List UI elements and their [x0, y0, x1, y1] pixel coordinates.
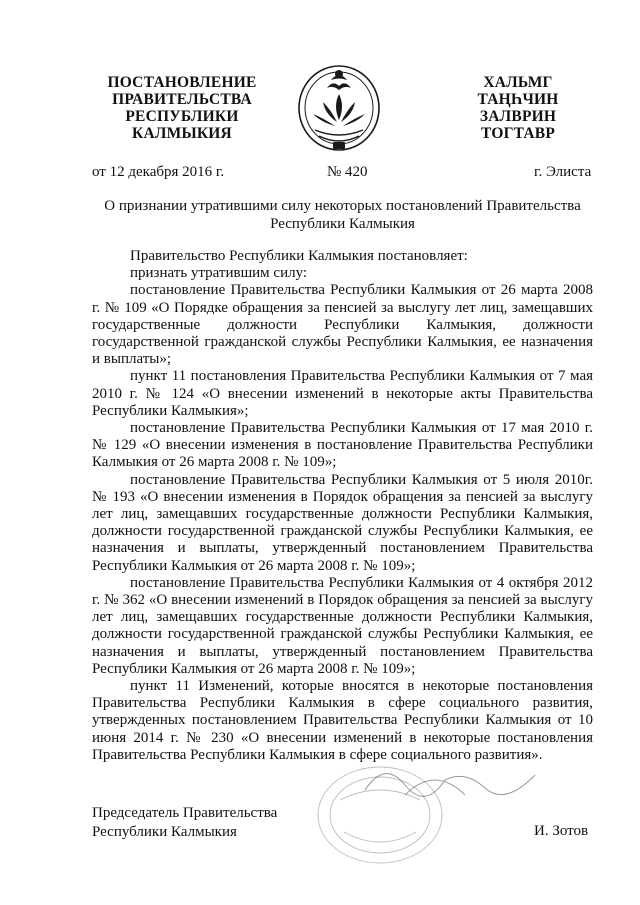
- document-place: г. Элиста: [534, 164, 592, 180]
- header-left-line: ПРАВИТЕЛЬСТВА: [112, 91, 252, 108]
- signatory-name: И. Зотов: [534, 823, 589, 839]
- header-title-kalmyk: [463, 74, 573, 142]
- signatory-position-line: Председатель Правительства: [92, 805, 278, 821]
- document-title: О признании утратившими силу некоторых постановлений Правительства Республики Калмыкия: [104, 198, 581, 232]
- header-title-russian: [92, 74, 272, 142]
- body-paragraph: постановление Правительства Республики Калмыкия от 26 марта 2008 г. № 109 «О Порядке обращения за пенсией за выслугу лет лиц, замещавших государственные должности Республики Калмыкия, должности государственной гражданской службы Республики Калмыкия, ее назначения и выплаты»;: [92, 282, 593, 368]
- header-right-line: ХАЛЬМГ: [483, 74, 553, 91]
- signatory-position-line: Республики Калмыкия: [92, 824, 237, 840]
- document-date: от 12 декабря 2016 г.: [92, 164, 225, 180]
- body-paragraph: пункт 11 Изменений, которые вносятся в некоторые постановления Правительства Республики Калмыкия в сфере социального развития, утвержденных постановлением Правительства Республики Калмыкия от 10 июня 2014 г. № 230 «О внесении изменений в некоторые постановления Правительства Республики Калмыкия в сфере социального развития».: [92, 678, 593, 763]
- header-right-line: ЗАЛВРИН: [479, 108, 557, 125]
- handwritten-signature: [345, 740, 545, 820]
- header-right-line: ТОГТАВР: [480, 125, 556, 142]
- header-left-line: РЕСПУБЛИКИ: [125, 108, 239, 125]
- body-paragraph: Правительство Республики Калмыкия постановляет:: [130, 248, 468, 264]
- header-left-line: ПОСТАНОВЛЕНИЕ: [107, 74, 257, 91]
- body-paragraph: постановление Правительства Республики Калмыкия от 4 октября 2012 г. № 362 «О внесении изменений в Порядок обращения за пенсией за выслугу лет лиц, замещавших государственные должности Республики Калмыкия, должности государственной гражданской службы Республики Калмыкия, ее назначения и выплаты, утвержденный постановлением Правительства Республики Калмыкия от 26 марта 2008 г. № 109»;: [92, 574, 593, 677]
- header-right-line: ТАҢҺЧИН: [477, 91, 559, 108]
- emblem-of-kalmykia-icon: [293, 58, 385, 156]
- body-paragraph: постановление Правительства Республики Калмыкия от 17 мая 2010 г. № 129 «О внесении изменения в постановление Правительства Республики Калмыкия от 26 марта 2008 г. № 109»;: [92, 420, 593, 471]
- document-number: № 420: [327, 164, 368, 180]
- signatory-position: [92, 804, 277, 842]
- header-left-line: КАЛМЫКИЯ: [132, 125, 232, 142]
- body-paragraph: пункт 11 постановления Правительства Республики Калмыкия от 7 мая 2010 г. № 124 «О внесении изменений в некоторые акты Правительства Республики Калмыкия»;: [92, 368, 593, 419]
- body-paragraph: признать утратившим силу:: [130, 265, 308, 282]
- body-paragraph: постановление Правительства Республики Калмыкия от 5 июля 2010г. № 193 «О внесении изменения в Порядок обращения за пенсией за выслугу лет лиц, замещавших государственные должности Республики Калмыкия, должности государственной гражданской службы Республики Калмыкия, ее назначения и выплаты, утвержденный постановлением Правительства Республики Калмыкия от 26 марта 2008 г. № 109»;: [92, 471, 593, 574]
- document-body: [92, 248, 593, 764]
